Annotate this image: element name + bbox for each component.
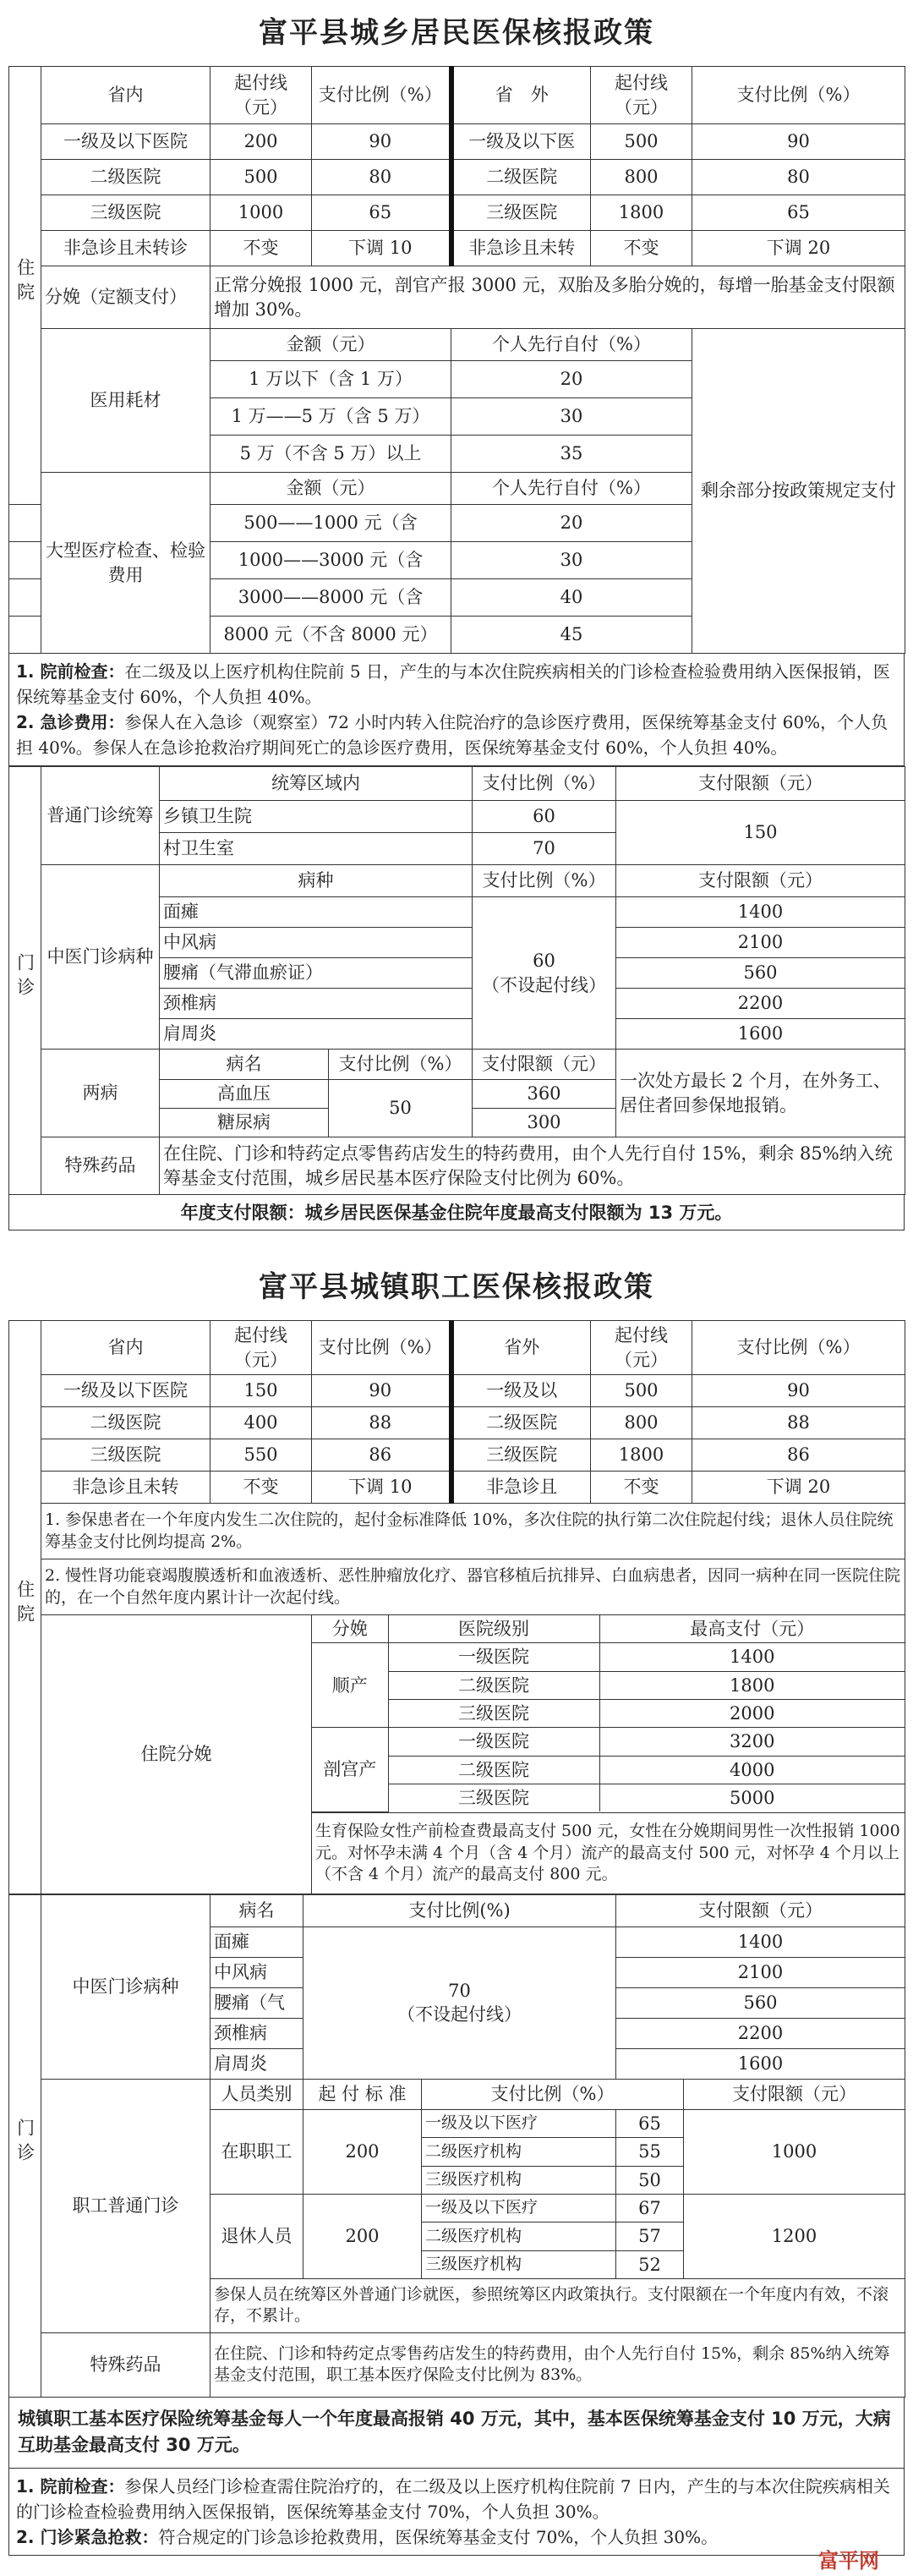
cell: 腰痛（气滞血瘀证）	[160, 958, 473, 989]
header-ratio: 支付比例（%）	[692, 67, 905, 124]
general-header-threshold: 起 付 标 准	[303, 2079, 422, 2109]
header-threshold: 起付线（元）	[591, 1321, 692, 1375]
birth-grid	[312, 1615, 905, 1813]
header-in: 省内	[41, 67, 210, 124]
cell: 35	[451, 436, 692, 473]
cell: 不变	[210, 231, 312, 266]
note-item: 1. 院前检查：参保人员经门诊检查需住院治疗的，在二级及以上医疗机构住院前 7 日内，产生的与本次住院疾病相关的门诊检查检验费用纳入医保报销，医保统筹基金支付 70%，个人负担 30%。	[16, 2475, 890, 2522]
cell: 二级医疗机构	[422, 2138, 616, 2166]
cell: 不变	[210, 1472, 312, 1504]
table-row	[9, 1439, 905, 1472]
cell: 剖宫产	[312, 1728, 388, 1812]
cell: 60	[473, 801, 616, 833]
table-row	[9, 124, 905, 160]
cell: 8000 元（不含 8000 元）	[210, 617, 451, 654]
cell: 1 万以下（含 1 万）	[210, 361, 451, 398]
cell: 50	[329, 1080, 473, 1137]
general-header-type: 人员类别	[210, 2079, 303, 2109]
cell: 一级及以下医院	[41, 124, 210, 160]
tcm-header-limit: 支付限额（元）	[616, 1894, 905, 1927]
cell: 1800	[599, 1671, 905, 1699]
rural-inpatient-label: 住院	[9, 67, 41, 505]
cell: 2200	[616, 989, 905, 1019]
cell: 二级医疗机构	[422, 2222, 616, 2250]
cell: 退休人员	[210, 2194, 303, 2278]
special-row	[9, 1137, 905, 1195]
header-ratio: 支付比例（%）	[692, 1321, 905, 1375]
cell: 80	[692, 160, 905, 195]
urban-annual-limit: 城镇职工基本医疗保险统筹基金每人一个年度最高报销 40 万元，其中，基本医保统筹基金支付 10 万元，大病互助基金最高支付 30 万元。	[8, 2398, 905, 2469]
cell: 非急诊且未转	[451, 231, 591, 266]
birth-text: 正常分娩报 1000 元，剖官产报 3000 元，双胎及多胎分娩的，每增一胎基金支付限额增加 30%。	[210, 266, 905, 329]
header-threshold: 起付线（元）	[210, 1321, 312, 1375]
cell: 腰痛（气	[210, 1987, 303, 2018]
cell: 3200	[599, 1728, 905, 1756]
cell: 55	[616, 2138, 684, 2166]
cell: 高血压	[160, 1080, 329, 1109]
exam-header-amount: 金额（元）	[210, 473, 451, 505]
urban-inpatient-label: 住院	[9, 1321, 41, 1894]
cell: 40	[451, 579, 692, 617]
header-ratio: 支付比例（%）	[312, 67, 451, 124]
cell: 三级医疗机构	[422, 2250, 616, 2278]
general-note: 参保人员在统筹区外普通门诊就医，参照统筹区内政策执行。支付限额在一个年度内有效，不滚存，不累计。	[210, 2278, 905, 2332]
cell: 20	[451, 505, 692, 542]
cell: 2200	[616, 2018, 905, 2048]
cell: 2000	[599, 1700, 905, 1728]
cell: 1600	[616, 2048, 905, 2079]
cell: 三级医院	[388, 1784, 599, 1812]
cell: 300	[473, 1109, 616, 1137]
rural-outpatient-label: 门诊	[9, 767, 41, 1195]
two-label: 两病	[41, 1050, 160, 1137]
cell: 150	[616, 801, 905, 865]
supplies-label: 医用耗材	[41, 329, 210, 473]
table-row	[9, 195, 905, 231]
rural-notes	[8, 654, 905, 766]
cell: 50	[616, 2166, 684, 2194]
birth-label: 分娩（定额支付）	[41, 266, 210, 329]
cell: 非急诊且未转	[41, 1472, 210, 1504]
cell: 86	[312, 1439, 451, 1472]
cell: 二级医院	[451, 160, 591, 195]
general-header-ratio: 支付比例（%）	[422, 2079, 684, 2109]
cell: 村卫生室	[160, 833, 473, 865]
cell: 中风病	[160, 928, 473, 958]
supplies-header-self: 个人先行自付（%）	[451, 329, 692, 361]
special-text: 在住院、门诊和特药定点零售药店发生的特药费用，由个人先行自付 15%，剩余 85%纳入统筹基金支付范围，城乡居民基本医疗保险支付比例为 60%。	[160, 1137, 905, 1195]
cell: 最高支付（元）	[599, 1615, 905, 1643]
header-threshold: 起付线（元）	[210, 67, 312, 124]
table-row	[9, 160, 905, 195]
special-label: 特殊药品	[41, 1137, 160, 1195]
cell: 不变	[591, 231, 692, 266]
supplies-header-amount: 金额（元）	[210, 329, 451, 361]
cell: 65	[692, 195, 905, 231]
header-out: 省 外	[451, 67, 591, 124]
urban-outpatient-table	[8, 1894, 905, 2398]
cell: 560	[616, 958, 905, 989]
birth-note: 生育保险女性产前检查费最高支付 500 元，女性在分娩期间男性一次性报销 1000 元。对怀孕未满 4 个月（含 4 个月）流产的最高支付 500 元，对怀孕 4 个月以上（不含 4 个月）流产的最高支付 800 元。	[312, 1812, 905, 1894]
cell: 5000	[599, 1784, 905, 1812]
cell: 顺产	[312, 1643, 388, 1728]
cell: 面瘫	[160, 897, 473, 928]
header-threshold: 起付线（元）	[591, 67, 692, 124]
cell: 90	[312, 1375, 451, 1407]
rural-title: 富平县城乡居民医保核报政策	[259, 16, 654, 50]
cell: 30	[451, 398, 692, 436]
cell: 下调 20	[692, 1472, 905, 1504]
cell: 不变	[591, 1472, 692, 1504]
two-header-limit: 支付限额（元）	[473, 1050, 616, 1080]
cell: 2100	[616, 1957, 905, 1987]
rural-annual-limit: 年度支付限额：城乡居民医保基金住院年度最高支付限额为 13 万元。	[8, 1195, 905, 1230]
cell: 三级医院	[388, 1700, 599, 1728]
cell: 1000——3000 元（含	[210, 542, 451, 579]
cell: 67	[616, 2194, 684, 2222]
note-item: 2. 急诊费用：参保人在入急诊（观察室）72 小时内转入住院治疗的急诊医疗费用，医保统筹基金支付 60%，个人负担 40%。参保人在急诊抢救治疗期间死亡的急诊医疗费用，医保统筹基金支付 60%，个人负担 40%。	[16, 712, 888, 758]
cell: 550	[210, 1439, 312, 1472]
table-row	[9, 1407, 905, 1439]
inpatient-note-1: 1. 参保患者在一个年度内发生二次住院的，起付金标准降低 10%，多次住院的执行第二次住院起付线；退休人员住院统筹基金支付比例均提高 2%。	[41, 1504, 905, 1559]
cell: 三级医院	[451, 195, 591, 231]
cell: 医院级别	[388, 1615, 599, 1643]
tcm-label: 中医门诊病种	[41, 865, 160, 1050]
cell: 4000	[599, 1756, 905, 1784]
site-watermark: 富平网	[818, 2549, 879, 2573]
cell: 88	[692, 1407, 905, 1439]
birth-row	[9, 266, 905, 329]
birth-table	[312, 1615, 905, 1812]
table-row	[9, 1375, 905, 1407]
cell: 52	[616, 2250, 684, 2278]
cell: 45	[451, 617, 692, 654]
cell: 1000	[684, 2109, 905, 2194]
cell: 1400	[616, 897, 905, 928]
cell: 二级医院	[388, 1756, 599, 1784]
cell: 二级医院	[388, 1671, 599, 1699]
cell: 500	[210, 160, 312, 195]
cell: 二级医院	[41, 1407, 210, 1439]
general-header-ratio: 支付比例（%）	[473, 767, 616, 801]
cell: 一级医院	[388, 1643, 599, 1671]
tcm-ratio: 60 （不设起付线）	[473, 897, 616, 1050]
general-label: 职工普通门诊	[41, 2079, 210, 2332]
cell: 70	[473, 833, 616, 865]
cell: 800	[591, 160, 692, 195]
cell: 500	[591, 1375, 692, 1407]
cell: 三级医院	[41, 1439, 210, 1472]
special-row	[9, 2332, 905, 2397]
cell: 90	[312, 124, 451, 160]
cell: 二级医院	[41, 160, 210, 195]
cell: 下调 10	[312, 231, 451, 266]
special-text: 在住院、门诊和特药定点零售药店发生的特药费用，由个人先行自付 15%，剩余 85%纳入统筹基金支付范围，职工基本医疗保险支付比例为 83%。	[210, 2332, 905, 2397]
tcm-header-ratio: 支付比例（%）	[473, 865, 616, 897]
cell: 1800	[591, 195, 692, 231]
cell: 560	[616, 1987, 905, 2018]
cell: 一级医院	[388, 1728, 599, 1756]
cell: 90	[692, 1375, 905, 1407]
header-in: 省内	[41, 1321, 210, 1375]
note-item: 2. 门诊紧急抢救：符合规定的门诊急诊抢救费用，医保统筹基金支付 70%，个人负担 30%。	[16, 2526, 719, 2547]
cell: 二级医院	[451, 1407, 591, 1439]
header-out: 省外	[451, 1321, 591, 1375]
cell: 在职职工	[210, 2109, 303, 2194]
table-row	[9, 1472, 905, 1504]
table-row	[9, 231, 905, 266]
urban-title: 富平县城镇职工医保核报政策	[259, 1270, 654, 1304]
cell: 分娩	[312, 1615, 388, 1643]
cell: 肩周炎	[160, 1019, 473, 1050]
cell: 80	[312, 160, 451, 195]
general-header-limit: 支付限额（元）	[684, 2079, 905, 2109]
cell: 30	[451, 542, 692, 579]
cell: 一级及以下医院	[41, 1375, 210, 1407]
cell: 三级医院	[41, 195, 210, 231]
cell: 1000	[210, 195, 312, 231]
cell: 1400	[599, 1643, 905, 1671]
cell: 500——1000 元（含	[210, 505, 451, 542]
cell: 肩周炎	[210, 2048, 303, 2079]
tcm-header-limit: 支付限额（元）	[616, 865, 905, 897]
cell: 1200	[684, 2194, 905, 2278]
rural-outpatient-table	[8, 766, 905, 1195]
two-note: 一次处方最长 2 个月，在外务工、居住者回参保地报销。	[616, 1050, 905, 1137]
cell: 5 万（不含 5 万）以上	[210, 436, 451, 473]
cell: 一级及以下医疗	[422, 2194, 616, 2222]
exam-label: 大型医疗检查、检验费用	[41, 473, 210, 654]
cell: 86	[692, 1439, 905, 1472]
cell: 中风病	[210, 1957, 303, 1987]
special-label: 特殊药品	[41, 2332, 210, 2397]
cell: 65	[312, 195, 451, 231]
cell: 下调 20	[692, 231, 905, 266]
cell: 颈椎病	[160, 989, 473, 1019]
cell: 88	[312, 1407, 451, 1439]
cell: 65	[616, 2109, 684, 2137]
header-ratio: 支付比例（%）	[312, 1321, 451, 1375]
cell: 面瘫	[210, 1927, 303, 1957]
cell: 下调 10	[312, 1472, 451, 1504]
cell: 360	[473, 1080, 616, 1109]
remain-note: 剩余部分按政策规定支付	[692, 329, 905, 654]
two-header-ratio: 支付比例（%）	[329, 1050, 473, 1080]
cell: 三级医院	[451, 1439, 591, 1472]
cell: 糖尿病	[160, 1109, 329, 1137]
cell: 200	[303, 2194, 422, 2278]
cell: 150	[210, 1375, 312, 1407]
cell: 200	[210, 124, 312, 160]
cell: 500	[591, 124, 692, 160]
inpatient-note-2: 2. 慢性肾功能衰竭腹膜透析和血液透析、恶性肿瘤放化疗、器官移植后抗排异、白血病患者，因同一病种在同一医院住院的，在一个自然年度内累计计一次起付线。	[41, 1559, 905, 1615]
cell: 20	[451, 361, 692, 398]
cell: 1 万——5 万（含 5 万）	[210, 398, 451, 436]
cell: 90	[692, 124, 905, 160]
general-header-area: 统筹区域内	[160, 767, 473, 801]
general-label: 普通门诊统筹	[41, 767, 160, 865]
urban-outpatient-label: 门诊	[9, 1894, 41, 2397]
tcm-header-disease: 病种	[160, 865, 473, 897]
rural-inpatient-table	[8, 66, 905, 654]
tcm-ratio: 70 （不设起付线）	[303, 1927, 616, 2079]
cell: 57	[616, 2222, 684, 2250]
tcm-header-ratio: 支付比例(%)	[303, 1894, 616, 1927]
general-header-limit: 支付限额（元）	[616, 767, 905, 801]
tcm-label: 中医门诊病种	[41, 1894, 210, 2079]
urban-notes	[8, 2469, 905, 2556]
cell: 1600	[616, 1019, 905, 1050]
cell: 颈椎病	[210, 2018, 303, 2048]
cell: 3000——8000 元（含	[210, 579, 451, 617]
cell: 非急诊且	[451, 1472, 591, 1504]
cell: 200	[303, 2109, 422, 2194]
cell: 1800	[591, 1439, 692, 1472]
birth-label: 住院分娩	[41, 1615, 312, 1894]
cell: 1400	[616, 1927, 905, 1957]
cell: 乡镇卫生院	[160, 801, 473, 833]
cell: 2100	[616, 928, 905, 958]
tcm-header-disease: 病名	[210, 1894, 303, 1927]
exam-header-self: 个人先行自付（%）	[451, 473, 692, 505]
urban-inpatient-table	[8, 1320, 905, 1894]
two-header-name: 病名	[160, 1050, 329, 1080]
note-item: 1. 院前检查：在二级及以上医疗机构住院前 5 日，产生的与本次住院疾病相关的门诊检查检验费用纳入医保报销，医保统筹基金支付 60%，个人负担 40%。	[16, 661, 890, 707]
cell: 400	[210, 1407, 312, 1439]
cell: 一级及以	[451, 1375, 591, 1407]
cell: 一级及以下医疗	[422, 2109, 616, 2137]
cell: 一级及以下医	[451, 124, 591, 160]
cell: 三级医疗机构	[422, 2166, 616, 2194]
cell: 800	[591, 1407, 692, 1439]
cell: 非急诊且未转诊	[41, 231, 210, 266]
